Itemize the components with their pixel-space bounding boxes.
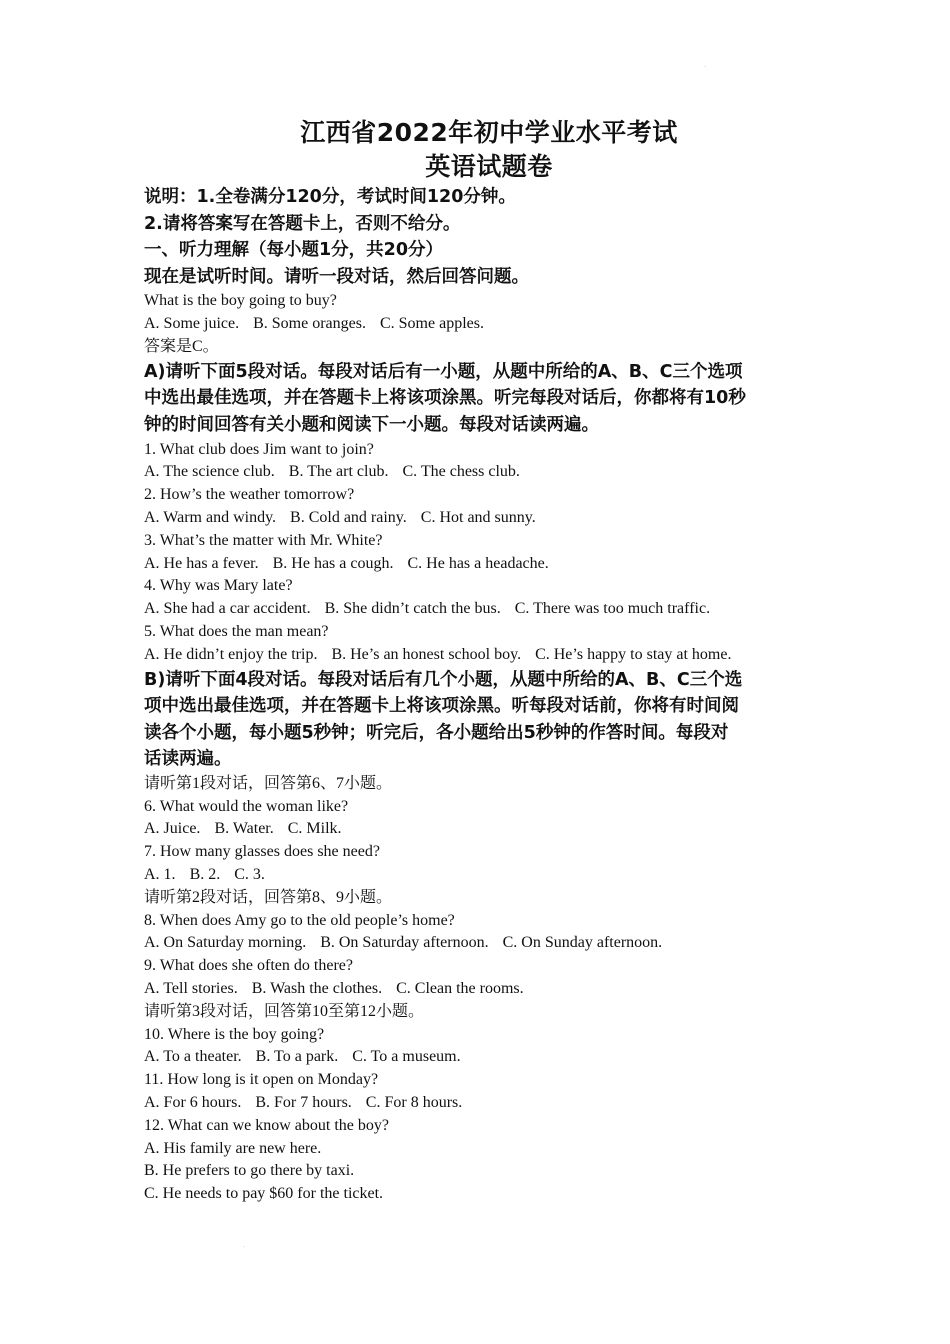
question: 10. Where is the boy going?: [144, 1025, 325, 1043]
sample-answer: 答案是C。: [144, 337, 219, 355]
question-options: [144, 553, 814, 576]
option: B. 2.: [189, 866, 221, 884]
exam-subtitle: 英语试题卷: [425, 152, 553, 181]
section-heading: 一、听力理解（每小题1分，共20分）: [144, 240, 444, 261]
dialog-note: 请听第1段对话，回答第6、7小题。: [144, 774, 393, 792]
option: B. Wash the clothes.: [251, 980, 383, 998]
question: 2. How’s the weather tomorrow?: [144, 486, 355, 504]
part-b-heading-line: B)请听下面4段对话。每段对话后有几个小题，从题中所给的A、B、C三个选: [144, 669, 743, 690]
option: A. He has a fever.: [144, 554, 259, 572]
dialog-note: 请听第3段对话，回答第10至第12小题。: [144, 1002, 425, 1020]
question-options: [144, 818, 814, 841]
question: 12. What can we know about the boy?: [144, 1116, 389, 1134]
option: B. He prefers to go there by taxi.: [144, 1162, 355, 1180]
option: B. On Saturday afternoon.: [320, 934, 489, 952]
question-options: [144, 461, 814, 484]
question: 8. When does Amy go to the old people’s home?: [144, 911, 455, 929]
option: A. Warm and windy.: [144, 508, 277, 526]
question: 7. How many glasses does she need?: [144, 843, 380, 861]
page-content: [144, 116, 814, 1206]
question-options: [144, 644, 814, 667]
question: 4. Why was Mary late?: [144, 577, 293, 595]
sample-question: What is the boy going to buy?: [144, 292, 337, 310]
scan-dot: ·: [704, 64, 706, 70]
option: C. 3.: [234, 866, 265, 884]
part-b-heading-line: 项中选出最佳选项，并在答题卡上将该项涂黑。听每段对话前，你将有时间阅: [144, 696, 739, 717]
option: A. 1.: [144, 866, 176, 884]
option: C. He’s happy to stay at home.: [535, 645, 732, 663]
instruction-line: 说明：1.全卷满分120分，考试时间120分钟。: [144, 187, 516, 207]
question-options: [144, 507, 814, 530]
option: A. He didn’t enjoy the trip.: [144, 645, 318, 663]
option: C. On Sunday afternoon.: [502, 934, 663, 952]
part-b-heading-line: 话读两遍。: [144, 749, 232, 770]
option: C. Some apples.: [379, 315, 484, 333]
option: A. She had a car accident.: [144, 600, 311, 618]
question-options: [144, 932, 814, 955]
exam-title: 江西省2022年初中学业水平考试: [300, 118, 678, 147]
option: A. The science club.: [144, 463, 275, 481]
part-a-heading-line: A)请听下面5段对话。每段对话后有一小题，从题中所给的A、B、C三个选项: [144, 361, 743, 382]
option: A. Some juice.: [144, 315, 240, 333]
option: B. The art club.: [288, 463, 389, 481]
option: A. Tell stories.: [144, 980, 238, 998]
option: C. For 8 hours.: [365, 1094, 463, 1112]
question: 5. What does the man mean?: [144, 622, 329, 640]
question: 11. How long is it open on Monday?: [144, 1071, 379, 1089]
option: B. He has a cough.: [272, 554, 394, 572]
question: 9. What does she often do there?: [144, 957, 353, 975]
question: 1. What club does Jim want to join?: [144, 440, 374, 458]
option: B. For 7 hours.: [255, 1094, 352, 1112]
question-options: [144, 864, 814, 887]
option: A. To a theater.: [144, 1048, 242, 1066]
option: C. Clean the rooms.: [396, 980, 524, 998]
option: B. She didn’t catch the bus.: [324, 600, 501, 618]
option: B. Water.: [214, 820, 274, 838]
option: A. On Saturday morning.: [144, 934, 307, 952]
part-a-heading-line: 钟的时间回答有关小题和阅读下一小题。每段对话读两遍。: [144, 414, 599, 435]
option: C. The chess club.: [402, 463, 520, 481]
question-options: [144, 1092, 814, 1115]
question-options: [144, 1046, 814, 1069]
question-options: [144, 978, 814, 1001]
option: A. For 6 hours.: [144, 1094, 242, 1112]
option: A. His family are new here.: [144, 1139, 322, 1157]
option: A. Juice.: [144, 820, 201, 838]
option: C. He needs to pay $60 for the ticket.: [144, 1185, 384, 1203]
option: C. Milk.: [287, 820, 342, 838]
dialog-note: 请听第2段对话，回答第8、9小题。: [144, 888, 393, 906]
question-options: [144, 598, 814, 621]
option: C. Hot and sunny.: [420, 508, 536, 526]
option: C. There was too much traffic.: [514, 600, 711, 618]
question: 3. What’s the matter with Mr. White?: [144, 531, 383, 549]
option: B. Cold and rainy.: [290, 508, 407, 526]
instruction-line: 2.请将答案写在答题卡上，否则不给分。: [144, 213, 461, 234]
option: B. To a park.: [255, 1048, 339, 1066]
part-a-heading-line: 中选出最佳选项，并在答题卡上将该项涂黑。听完每段对话后，你都将有10秒: [144, 388, 746, 409]
scan-dot: ·: [243, 1244, 245, 1250]
option: C. To a museum.: [352, 1048, 461, 1066]
option: B. He’s an honest school boy.: [331, 645, 522, 663]
option: B. Some oranges.: [253, 315, 366, 333]
sample-heading: 现在是试听时间。请听一段对话，然后回答问题。: [144, 266, 529, 287]
question: 6. What would the woman like?: [144, 797, 349, 815]
sample-options: [144, 313, 814, 336]
part-b-heading-line: 读各个小题，每小题5秒钟；听完后，各小题给出5秒钟的作答时间。每段对: [144, 722, 729, 743]
option: C. He has a headache.: [407, 554, 549, 572]
